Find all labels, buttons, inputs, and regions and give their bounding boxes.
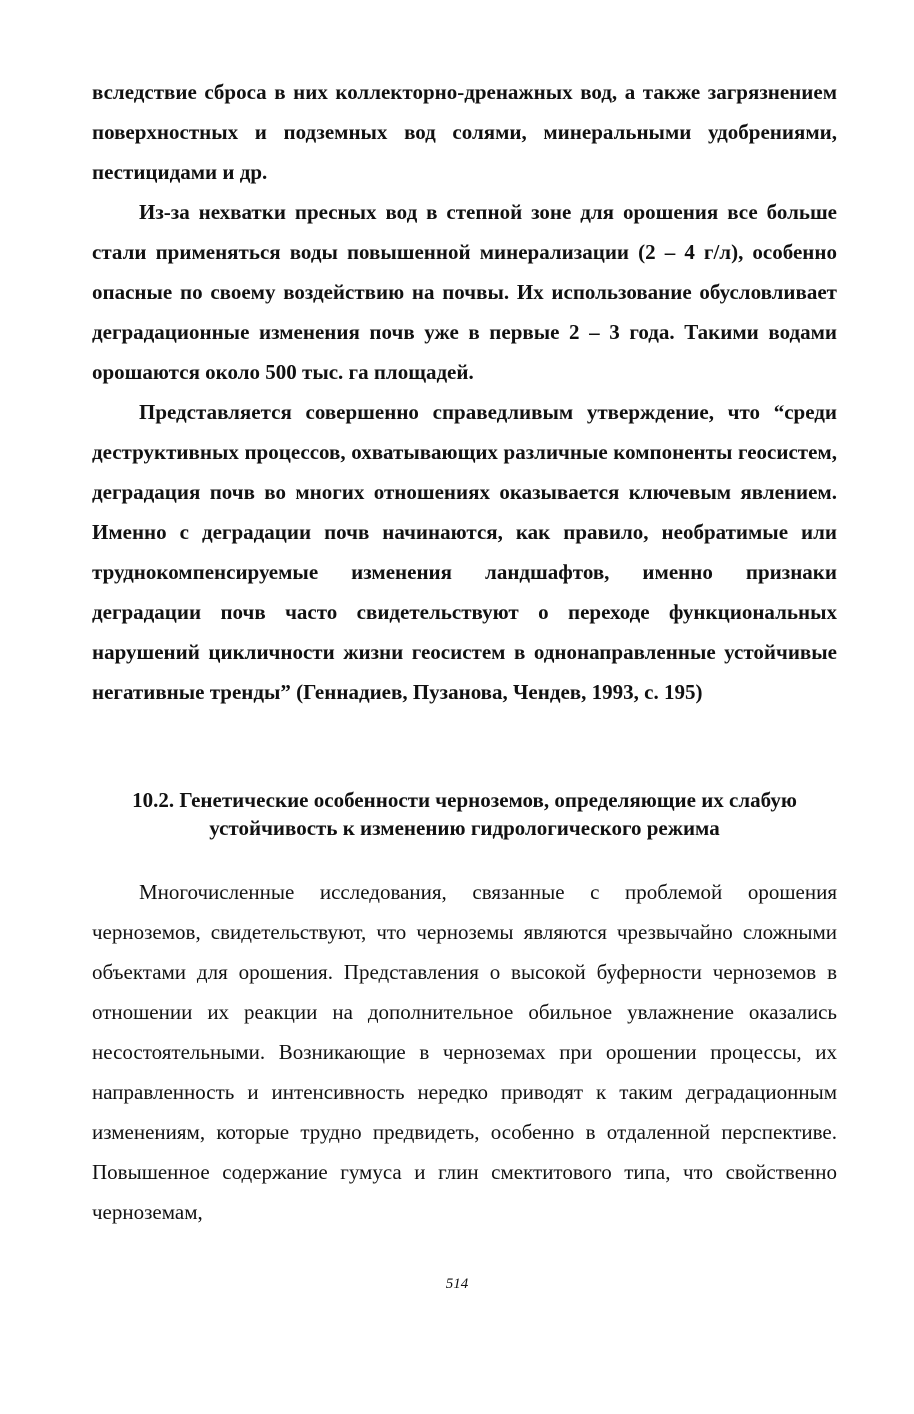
paragraph-chernozem-irrigation: Многочисленные исследования, связанные с проблемой орошения черноземов, свидетельствуют, что черноземы являются чрезвычайно сложными объектами для орошения. Представления о высокой буферности черноземов в отношении их реакции на дополнительное обильное увлажнение оказались несостоятельными. Возникающие в черноземах при орошении процессы, их направленность и интенсивность нередко приводят к таким деградационным изменениям, которые трудно предвидеть, особенно в отдаленной перспективе. Повышенное содержание гумуса и глин смектитового типа, что свойственно черноземам, xyxy=(92,880,837,1224)
paragraph-soil-degradation-quote: Представляется совершенно справедливым утверждение, что “среди деструктивных процессов, охватывающих различные компоненты геосистем, деградация почв во многих отношениях оказывается ключевым явлением. Именно с деградации почв начинаются, как правило, необратимые или труднокомпенсируемые изменения ландшафтов, именно признаки деградации почв часто свидетельствуют о переходе функциональных нарушений цикличности жизни геосистем в однонаправленные устойчивые негативные тренды” (Геннадиев, Пузанова, Чендев, 1993, с. 195) xyxy=(92,400,837,704)
section-heading: 10.2. Генетические особенности черноземов, определяющие их слабую устойчивость к изменению гидрологического режима xyxy=(132,788,797,840)
paragraph-continuation: вследствие сброса в них коллекторно-дренажных вод, а также загрязнением поверхностных и подземных вод солями, минеральными удобрениями, пестицидами и др. xyxy=(92,80,837,184)
paragraph-mineralized-water: Из-за нехватки пресных вод в степной зоне для орошения все больше стали применяться воды повышенной минерализации (2 – 4 г/л), особенно опасные по своему воздействию на почвы. Их использование обусловливает деградационные изменения почв уже в первые 2 – 3 года. Такими водами орошаются около 500 тыс. га площадей. xyxy=(92,200,837,384)
page-number: 514 xyxy=(445,1276,469,1292)
